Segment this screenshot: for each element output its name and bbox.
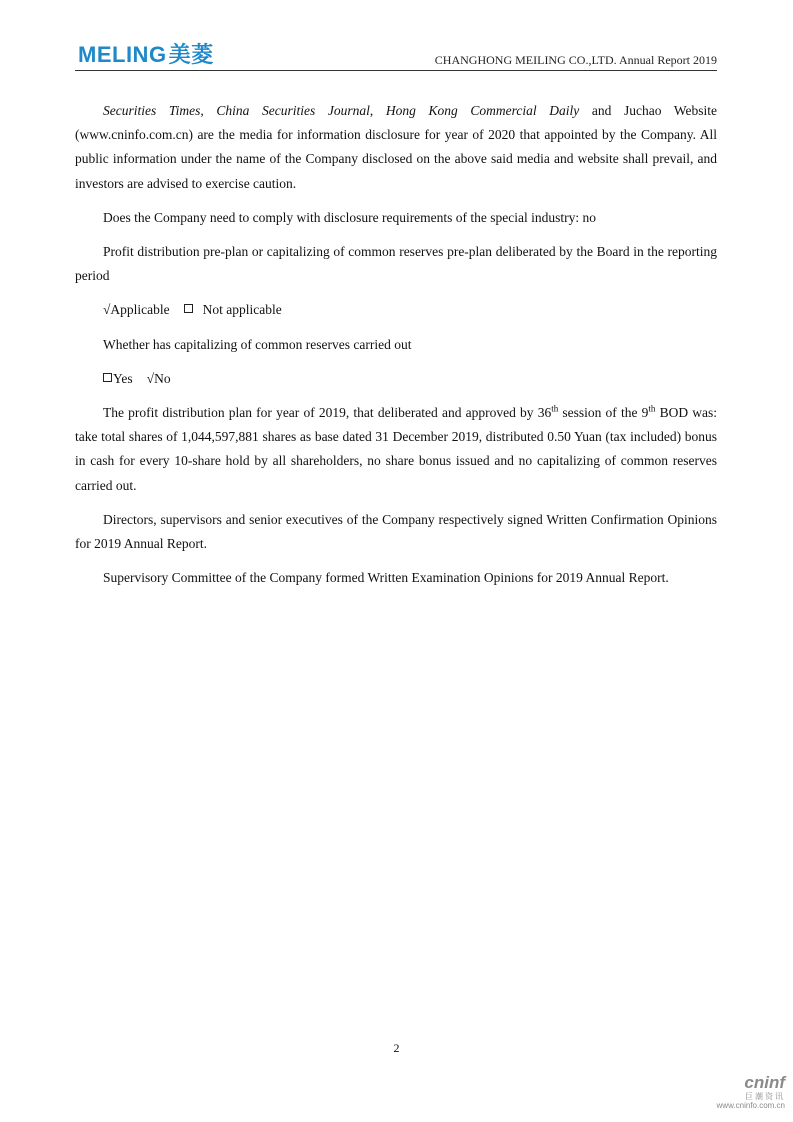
paragraph-capitalizing-question: Whether has capitalizing of common reserves carried out xyxy=(103,336,412,352)
media-separator: , xyxy=(369,103,386,118)
applicability-row xyxy=(75,298,717,322)
watermark-url: www.cninfo.com.cn xyxy=(716,1101,785,1110)
watermark-logo: cninf xyxy=(744,1073,785,1092)
media-hk-commercial-daily: Hong Kong Commercial Daily xyxy=(385,103,580,118)
media-securities-times: Securities Times xyxy=(103,103,201,118)
checkbox-empty-icon xyxy=(184,304,193,313)
yes-no-row xyxy=(75,367,717,391)
plan-text-1: The profit distribution plan for year of 2019, that deliberated and approved by 36 xyxy=(103,405,552,421)
paragraph-supervisory: Supervisory Committee of the Company formed Written Examination Opinions for 2019 Annual Report. xyxy=(103,570,669,586)
watermark-chinese: 巨潮资讯 xyxy=(745,1092,785,1101)
plan-superscript-1: th xyxy=(551,403,559,414)
paragraph-media xyxy=(75,99,717,196)
paragraph-directors: Directors, supervisors and senior executives of the Company respectively signed Written Confirmation Opinions for 2019 Annual Report. xyxy=(75,511,717,552)
logo-text: MELING xyxy=(78,42,167,67)
document-body xyxy=(75,99,717,600)
applicable-option: √Applicable xyxy=(103,302,170,318)
report-title: CHANGHONG MEILING CO.,LTD. Annual Report 2019 xyxy=(434,53,717,67)
paragraph-special-industry: Does the Company need to comply with disclosure requirements of the special industry: no xyxy=(103,209,597,225)
logo-chinese-text: 美菱 xyxy=(168,42,214,67)
media-china-securities-journal: China Securities Journal xyxy=(216,103,370,118)
paragraph-profit-preplan: Profit distribution pre-plan or capitalizing of common reserves pre-plan deliberated by the Board in the reporting period xyxy=(75,244,717,284)
media-rest-text: and Juchao Website (www.cninfo.com.cn) are the media for information disclosure for year of 2020 that appointed by the Company. All public information under the name of the Company disclosed on the above said media and website shall prevail, and investors are advised to exercise caution. xyxy=(75,103,717,191)
media-separator: , xyxy=(200,103,217,118)
plan-text-3: BOD was: take total shares of 1,044,597,881 shares as base dated 31 December 2019, distributed 0.50 Yuan (tax included) bonus in cash for every 10-share hold by all shareholders, no share bonus issued and no capitalizing of common reserves carried out. xyxy=(75,405,717,493)
not-applicable-option: Not applicable xyxy=(202,302,282,318)
company-logo xyxy=(78,38,214,69)
yes-option: Yes xyxy=(113,370,133,386)
page-number: 2 xyxy=(393,1041,400,1055)
checkbox-empty-icon xyxy=(103,373,112,382)
paragraph-profit-plan xyxy=(75,401,717,498)
cninfo-watermark xyxy=(717,1074,785,1111)
header-divider xyxy=(75,70,717,71)
no-option: √No xyxy=(146,370,171,386)
plan-superscript-2: th xyxy=(648,403,656,414)
plan-text-2: session of the 9 xyxy=(558,405,649,421)
